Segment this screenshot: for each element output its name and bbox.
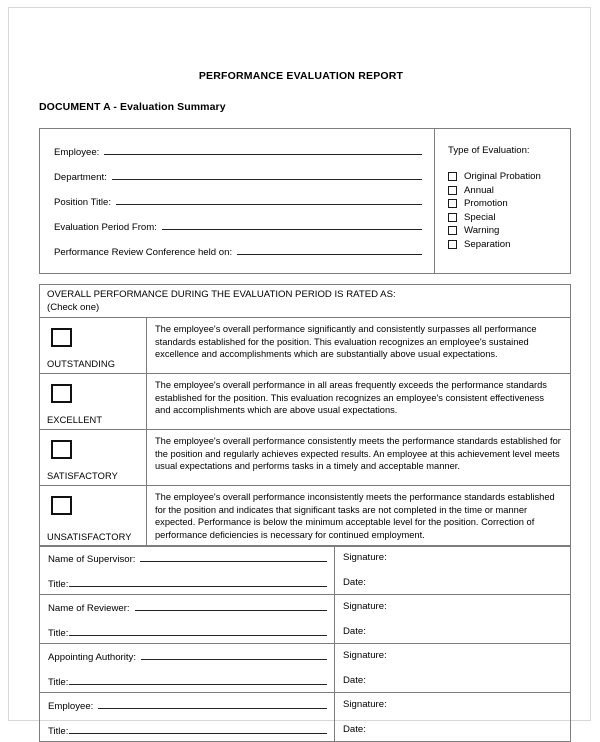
rating-label: SATISFACTORY [47,471,118,481]
field-employee-title-input[interactable] [69,724,327,734]
field-employee-input[interactable] [104,145,422,155]
field-supervisor-title-label: Title: [48,579,69,590]
signature-label: Signature: [343,601,387,612]
rating-check-cell[interactable] [40,486,147,546]
signature-sign-cell [335,595,570,643]
field-appointing-authority-label: Appointing Authority: [48,652,137,663]
rating-label: UNSATISFACTORY [47,532,132,543]
rating-row-satisfactory[interactable] [40,430,570,486]
field-appointing-authority-title[interactable] [48,675,327,688]
signature-name-cell [40,693,335,741]
field-position-title-input[interactable] [116,195,422,205]
rating-row-excellent[interactable] [40,374,570,430]
signature-block-supervisor [40,546,570,595]
field-employee-signature-label: Employee: [48,701,94,712]
checkbox-icon[interactable] [51,440,72,459]
document-subtitle: DOCUMENT A - Evaluation Summary [39,101,226,113]
date-label: Date: [343,577,366,588]
rating-check-cell[interactable] [40,374,147,429]
checkbox-item-original-probation[interactable] [448,170,541,183]
checkbox-label: Warning [464,225,500,236]
rating-description: The employee's overall performance in all areas frequently exceeds the performance standards established for the position. This evaluation recognizes an employee's consistent effectiveness and accomplishments which are above usual expectations. [155,380,547,416]
checkbox-icon[interactable] [51,328,72,347]
field-department[interactable] [54,170,422,183]
field-evaluation-period-from-input[interactable] [162,220,422,230]
signature-name-cell [40,644,335,692]
checkbox-icon[interactable] [448,172,457,181]
signature-sign-cell [335,693,570,741]
checkbox-item-annual[interactable] [448,184,541,197]
rating-description: The employee's overall performance inconsistently meets the performance standards established for the position and indicates that significant tasks are not completed in the time or manner expected. Performance is below the minimum acceptable level for the position. Correction of performance deficiencies is necessary for continued employment. [155,492,555,540]
signature-label: Signature: [343,699,387,710]
signature-sign-cell [335,644,570,692]
rating-header-line-2: (Check one) [47,301,100,313]
field-appointing-authority-title-input[interactable] [69,675,327,685]
field-supervisor-title[interactable] [48,577,327,590]
field-reviewer-name[interactable] [48,601,327,614]
field-employee-signature-input[interactable] [98,699,327,709]
date-label: Date: [343,626,366,637]
checkbox-item-special[interactable] [448,211,541,224]
evaluation-type-heading: Type of Evaluation: [448,145,530,156]
checkbox-item-promotion[interactable] [448,197,541,210]
field-reviewer-title-label: Title: [48,628,69,639]
checkbox-icon[interactable] [51,384,72,403]
field-reviewer-name-label: Name of Reviewer: [48,603,130,614]
checkbox-icon[interactable] [51,496,72,515]
field-supervisor-title-input[interactable] [69,577,327,587]
employee-info-box [39,128,571,274]
employee-fields [40,129,434,273]
checkbox-icon[interactable] [448,226,457,235]
field-supervisor-name[interactable] [48,552,327,565]
field-employee[interactable] [54,145,422,158]
date-label: Date: [343,724,366,735]
signature-label: Signature: [343,650,387,661]
evaluation-type-section [435,129,571,273]
checkbox-icon[interactable] [448,213,457,222]
document-page [8,7,591,737]
field-department-label: Department: [54,172,107,183]
field-employee-title[interactable] [48,724,327,737]
field-appointing-authority-title-label: Title: [48,677,69,688]
field-evaluation-period-from[interactable] [54,220,422,233]
field-evaluation-period-from-label: Evaluation Period From: [54,222,157,233]
field-appointing-authority-input[interactable] [141,650,327,660]
checkbox-item-warning[interactable] [448,224,541,237]
signature-table [39,545,571,742]
signature-sign-cell [335,546,570,594]
field-reviewer-name-input[interactable] [135,601,327,611]
evaluation-type-checkbox-list [448,170,541,251]
signature-name-cell [40,595,335,643]
field-review-conference-date-input[interactable] [237,245,422,255]
rating-header-line-1: OVERALL PERFORMANCE DURING THE EVALUATION PERIOD IS RATED AS: [47,289,396,300]
checkbox-icon[interactable] [448,240,457,249]
signature-name-cell [40,546,335,594]
field-employee-label: Employee: [54,147,100,158]
field-supervisor-name-label: Name of Supervisor: [48,554,136,565]
field-position-title-label: Position Title: [54,197,112,208]
rating-description: The employee's overall performance consistently meets the performance standards established for the position and regularly achieves expected results. An employee at this achievement level meets usual expectations and performs tasks in a timely and acceptable manner. [155,436,561,472]
field-reviewer-title[interactable] [48,626,327,639]
document-sheet [31,8,571,737]
rating-check-cell[interactable] [40,430,147,485]
rating-description: The employee's overall performance significantly and consistently surpasses all performance standards established for the position. This evaluation recognizes an employee's sustained excellence and accomplishments which are substantially above usual expectations. [155,324,537,360]
field-employee-signature-name[interactable] [48,699,327,712]
signature-block-appointing-authority [40,644,570,693]
field-supervisor-name-input[interactable] [140,552,327,562]
field-reviewer-title-input[interactable] [69,626,327,636]
rating-label: OUTSTANDING [47,359,116,369]
field-employee-title-label: Title: [48,726,69,737]
page-title: PERFORMANCE EVALUATION REPORT [198,70,404,82]
checkbox-icon[interactable] [448,186,457,195]
overall-performance-table [39,284,571,547]
rating-check-cell[interactable] [40,318,147,373]
signature-block-employee [40,693,570,741]
checkbox-item-separation[interactable] [448,238,541,251]
checkbox-label: Annual [464,184,494,196]
signature-label: Signature: [343,552,387,563]
checkbox-label: Original Probation [464,171,541,182]
field-department-input[interactable] [112,170,422,180]
field-appointing-authority-name[interactable] [48,650,327,663]
checkbox-label: Promotion [464,198,508,209]
rating-row-outstanding[interactable] [40,318,570,374]
field-review-conference-date-label: Performance Review Conference held on: [54,247,233,258]
field-position-title[interactable] [54,195,422,208]
checkbox-label: Special [464,211,496,223]
field-review-conference-date[interactable] [54,245,422,258]
date-label: Date: [343,675,366,686]
signature-block-reviewer [40,595,570,644]
rating-label: EXCELLENT [47,415,103,425]
rating-row-unsatisfactory[interactable] [40,486,570,546]
checkbox-label: Separation [464,238,511,250]
rating-table-header [40,285,570,318]
checkbox-icon[interactable] [448,199,457,208]
